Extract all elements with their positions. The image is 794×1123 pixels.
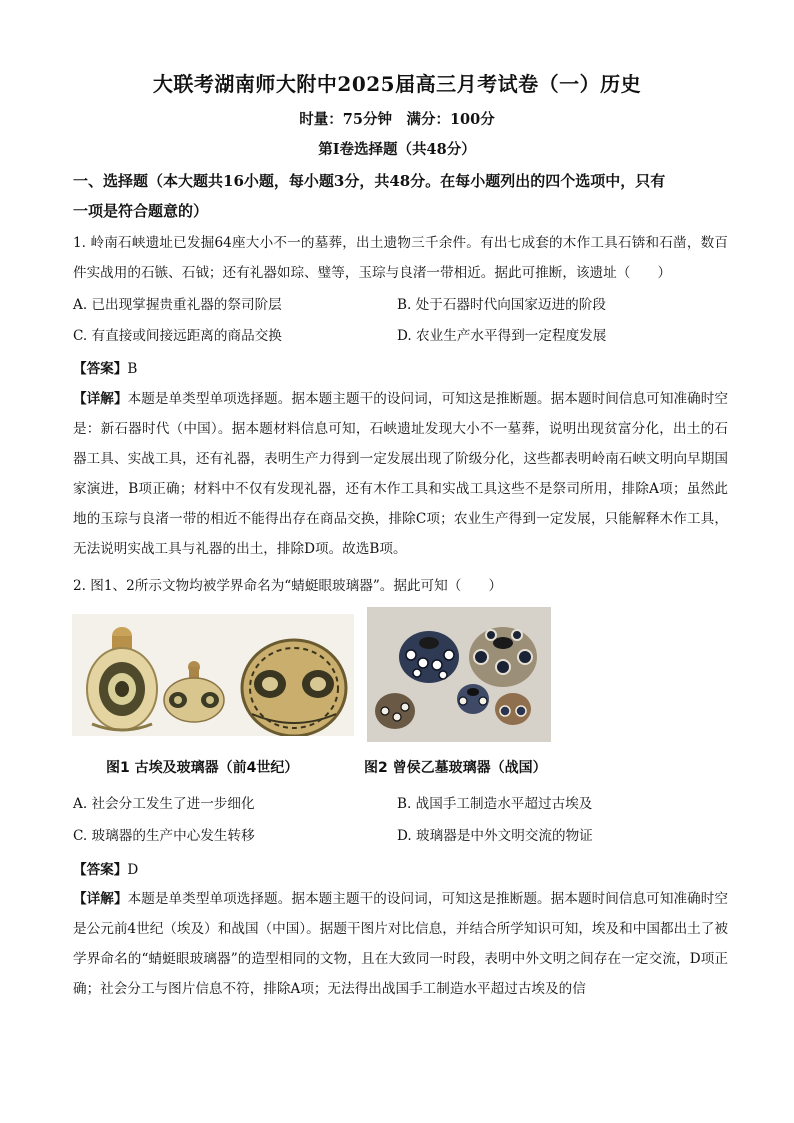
section-heading-line2: 一项是符合题意的）: [73, 202, 209, 220]
answer-label: 【答案】: [73, 862, 128, 878]
exam-meta: 时量：75分钟 满分：100分: [299, 111, 495, 128]
q1-stem: 1. 岭南石峡遗址已发掘64座大小不一的墓葬，出土遗物三千余件。有出七成套的木作工具石锛和石凿，数百件实战用的石镞、石钺；还有礼器如琮、璧等，玉琮与良渚一带相近。据此可推断，该遗址（ ）: [73, 235, 728, 281]
q1-option-c[interactable]: C. 有直接或间接远距离的商品交换: [73, 328, 282, 344]
answer-value: D: [127, 862, 139, 878]
page-title: 大联考湖南师大附中2025届高三月考试卷（一）历史: [152, 72, 642, 96]
section-heading-line1: 一、选择题（本大题共16小题，每小题3分，共48分。在每小题列出的四个选项中，只有: [73, 172, 666, 190]
figure1-caption: 图1 古埃及玻璃器（前4世纪）: [106, 760, 299, 776]
answer-label: 【答案】: [73, 361, 128, 377]
detail-label: 【详解】: [73, 391, 128, 407]
q2-option-c[interactable]: C. 玻璃器的生产中心发生转移: [73, 828, 255, 844]
figure2-photo: [367, 607, 551, 742]
answer-value: B: [127, 361, 138, 377]
q1-detail: [73, 384, 728, 564]
q2-answer: [73, 858, 138, 878]
q2-option-d[interactable]: D. 玻璃器是中外文明交流的物证: [397, 828, 593, 844]
q2-option-b[interactable]: B. 战国手工制造水平超过古埃及: [397, 796, 593, 812]
q1-option-d[interactable]: D. 农业生产水平得到一定程度发展: [397, 328, 607, 344]
detail-label: 【详解】: [73, 891, 128, 907]
q1-option-a[interactable]: A. 已出现掌握贵重礼器的祭司阶层: [73, 297, 282, 313]
figure2-caption: 图2 曾侯乙墓玻璃器（战国）: [364, 760, 547, 776]
q2-option-a[interactable]: A. 社会分工发生了进一步细化: [73, 796, 255, 812]
q1-option-b[interactable]: B. 处于石器时代向国家迈进的阶段: [397, 297, 606, 313]
part-heading: 第Ⅰ卷选择题（共48分）: [318, 141, 476, 158]
q2-detail: [73, 884, 728, 1004]
detail-text: 本题是单类型单项选择题。据本题主题干的设问词，可知这是推断题。据本题时间信息可知准确时空是公元前4世纪（埃及）和战国（中国）。据题干图片对比信息，并结合所学知识可知，埃及和中国都出土了被学界命名的“蜻蜓眼玻璃器”的造型相同的文物，且在大致同一时段，表明中外文明之间存在一定交流，D项正确；社会分工与图片信息不符，排除A项；无法得出战国手工制造水平超过古埃及的信: [73, 891, 729, 997]
figure1-photo: [72, 614, 354, 736]
q1-answer: [73, 357, 137, 377]
detail-text: 本题是单类型单项选择题。据本题主题干的设问词，可知这是推断题。据本题时间信息可知准确时空是：新石器时代（中国）。据本题材料信息可知，石峡遗址发现大小不一墓葬，说明出现贫富分化，出土的石器工具、实战工具，还有礼器，表明生产力得到一定发展出现了阶级分化，这些都表明岭南石峡文明向早期国家演进，B项正确；材料中不仅有发现礼器，还有木作工具和实战工具这些不是祭司所用，排除A项；虽然此地的玉琮与良渚一带的相近不能得出存在商品交换，排除C项；农业生产得到一定发展，只能解释木作工具，无法说明实战工具与礼器的出土，排除D项。故选B项。: [73, 391, 729, 557]
q2-stem: 2. 图1、2所示文物均被学界命名为“蜻蜓眼玻璃器”。据此可知（ ）: [73, 578, 503, 594]
